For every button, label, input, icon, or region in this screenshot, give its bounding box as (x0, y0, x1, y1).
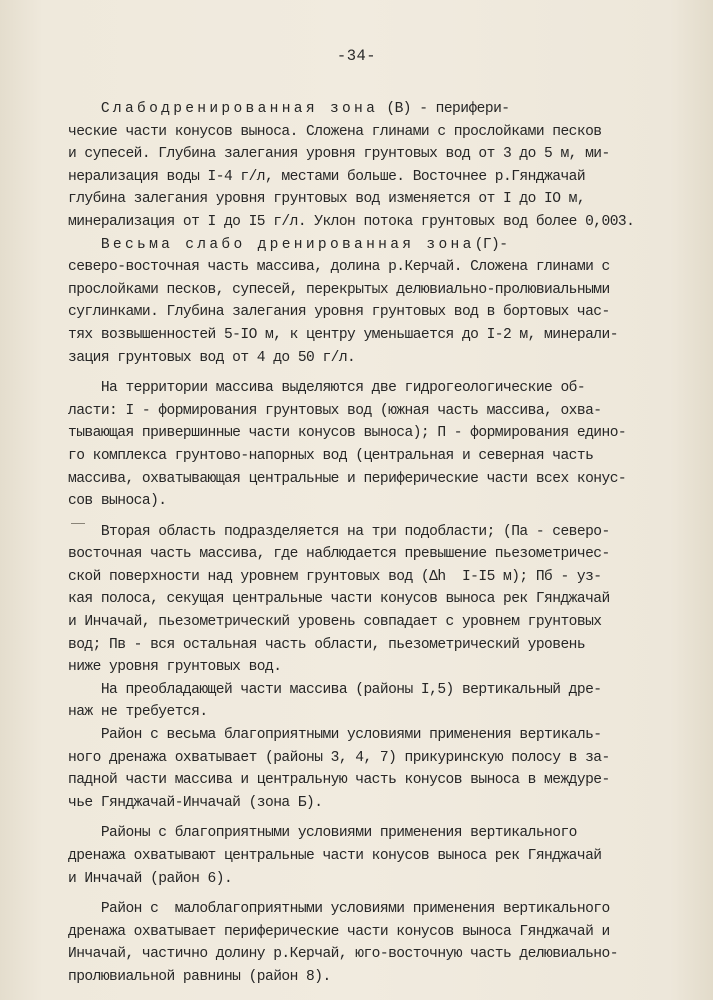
text-line: го комплекса грунтово-напорных вод (центральная и северная часть (68, 447, 594, 464)
text-line: ного дренажа охватывает (районы 3, 4, 7) прикуринскую полосу в за- (68, 749, 610, 766)
text-line: чье Гянджачай-Инчачай (зона Б). (68, 794, 323, 811)
line-rest: (Г)- (474, 236, 508, 253)
text-line: дренажа охватывают центральные части конусов выноса рек Гянджачай (68, 848, 602, 864)
text-line: пролювиальной равнины (район 8). (68, 968, 331, 985)
paragraph-no-drainage (68, 679, 708, 724)
page-number: -34- (336, 47, 377, 65)
paragraph-weakly-drained-zone (68, 98, 708, 234)
text-line: тывающая привершинные части конусов выноса); П - формирования едино- (68, 425, 627, 442)
paragraph-subregions (68, 521, 708, 679)
margin-dash-mark (71, 523, 85, 524)
text-line: сов выноса). (68, 493, 167, 510)
text-line: нерализация воды I-4 г/л, местами больше. Восточнее р.Гянджачай (68, 168, 586, 185)
text-line: ской поверхности над уровнем грунтовых вод (Δh I-I5 м); Пб - уз- (68, 568, 602, 585)
text-line: падной части массива и центральную часть конусов выноса в междуре- (68, 772, 610, 789)
text-line (68, 98, 708, 121)
paragraph-low-favorable (68, 898, 708, 988)
text-line: суглинками. Глубина залегания уровня грунтовых вод в бортовых час- (68, 304, 610, 321)
text-line: Районы с благоприятными условиями применения вертикального (68, 825, 577, 842)
text-line: и Инчачай, пьезометрический уровень совпадает с уровнем грунтовых (68, 614, 602, 631)
text-line: минерализация от I до I5 г/л. Уклон потока грунтовых вод более 0,003. (68, 213, 635, 230)
text-line: восточная часть массива, где наблюдается превышение пьезометричес- (68, 546, 610, 563)
text-line: Инчачай, частично долину р.Керчай, юго-восточную часть делювиально- (68, 946, 618, 963)
text-line: кая полоса, секущая центральные части конусов выноса рек Гянджачай (68, 591, 610, 608)
paragraph-very-favorable (68, 724, 708, 814)
paragraph-gap (68, 890, 708, 898)
line-rest: (В) - перифери- (378, 101, 510, 117)
text-line (68, 234, 708, 257)
text-line: дренажа охватывает периферические части конусов выноса Гянджачай и (68, 923, 610, 940)
paragraph-gap (68, 513, 708, 521)
paragraph-hydrogeological-regions (68, 377, 708, 513)
text-line: наж не требуется. (68, 704, 208, 721)
text-line: ческие части конусов выноса. Сложена глинами с прослойками песков (68, 123, 602, 140)
paragraph-gap (68, 814, 708, 822)
text-line: зация грунтовых вод от 4 до 50 г/л. (68, 349, 356, 366)
text-line: На преобладающей части массива (районы I,5) вертикальный дре- (68, 681, 602, 698)
text-line: Район с весьма благоприятными условиями применения вертикаль- (68, 727, 602, 744)
text-line: ласти: I - формирования грунтовых вод (южная часть массива, охва- (68, 402, 602, 419)
text-line: Район с малоблагоприятными условиями применения вертикального (68, 901, 610, 918)
text-line: прослойками песков, супесей, перекрытых делювиально-пролювиальными (68, 281, 610, 298)
zone-title-b: Слабодренированная зона (100, 101, 379, 117)
paragraph-gap (68, 369, 708, 377)
text-line: вод; Пв - вся остальная часть области, пьезометрический уровень (68, 636, 586, 653)
text-line: и супесей. Глубина залегания уровня грунтовых вод от 3 до 5 м, ми- (68, 146, 610, 163)
paragraph-favorable (68, 822, 708, 890)
indent (68, 101, 101, 117)
text-line: массива, охватывающая центральные и периферические части всех конус- (68, 470, 627, 487)
text-line: северо-восточная часть массива, долина р.Керчай. Сложена глинами с (68, 259, 610, 276)
body-text (68, 98, 708, 989)
text-line: тях возвышенностей 5-IO м, к центру уменьшается до I-2 м, минерали- (68, 326, 618, 343)
text-line: и Инчачай (район 6). (68, 870, 233, 887)
text-line: ниже уровня грунтовых вод. (68, 659, 282, 676)
zone-title-g: Весьма слабо дренированная зона (100, 236, 475, 253)
text-line: глубина залегания уровня грунтовых вод изменяется от I до IO м, (68, 191, 586, 208)
paragraph-very-weakly-drained-zone (68, 234, 708, 370)
text-line: На территории массива выделяются две гидрогеологические об- (68, 380, 586, 397)
indent (68, 237, 101, 253)
text-line: Вторая область подразделяется на три подобласти; (Па - северо- (68, 523, 610, 540)
